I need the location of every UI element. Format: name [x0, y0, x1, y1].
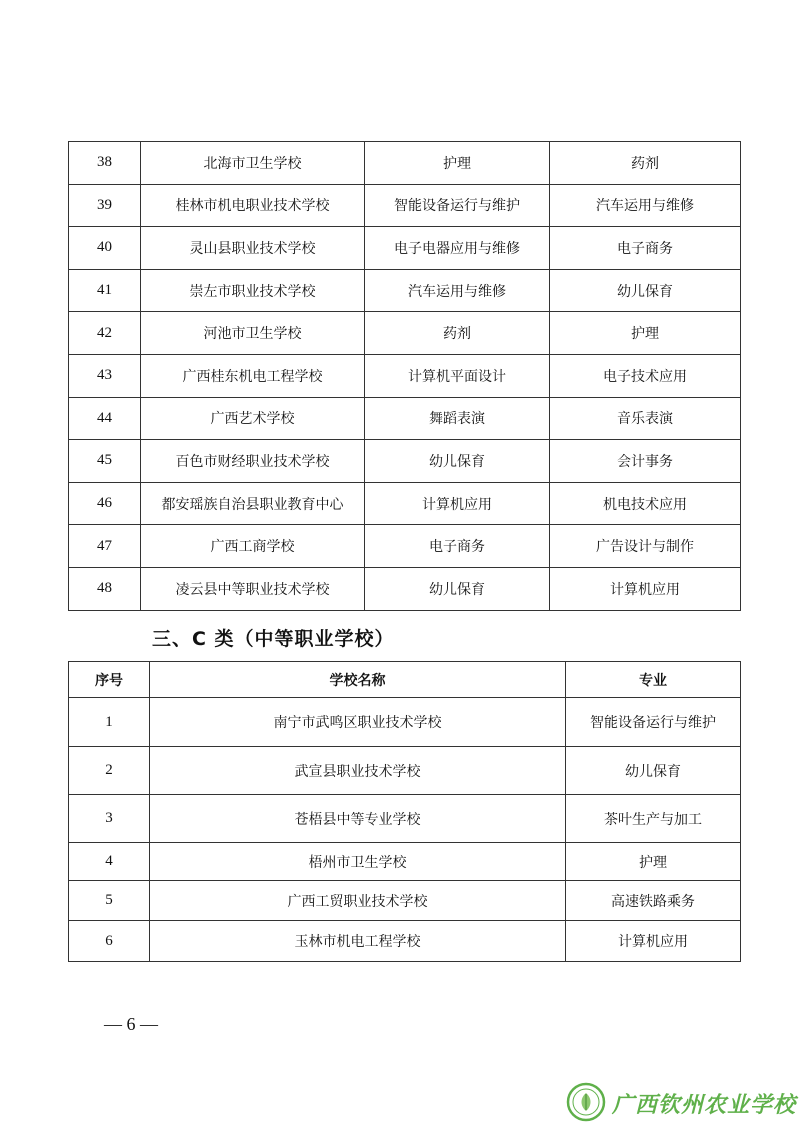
major-1: 护理 [365, 142, 550, 185]
row-number: 3 [69, 795, 150, 843]
header-number: 序号 [69, 662, 150, 698]
major-2: 药剂 [550, 142, 741, 185]
school-seal-icon [566, 1082, 606, 1122]
row-number: 45 [69, 440, 141, 483]
major-2: 广告设计与制作 [550, 525, 741, 568]
school-name: 广西工贸职业技术学校 [150, 881, 566, 921]
table-row [69, 881, 741, 921]
table-row [69, 440, 741, 483]
school-name: 南宁市武鸣区职业技术学校 [150, 698, 566, 747]
school-name: 崇左市职业技术学校 [141, 269, 365, 312]
major: 高速铁路乘务 [566, 881, 741, 921]
major-1: 电子电器应用与维修 [365, 227, 550, 270]
header-school-name: 学校名称 [150, 662, 566, 698]
school-name: 广西工商学校 [141, 525, 365, 568]
row-number: 38 [69, 142, 141, 185]
school-name: 灵山县职业技术学校 [141, 227, 365, 270]
school-name: 百色市财经职业技术学校 [141, 440, 365, 483]
row-number: 47 [69, 525, 141, 568]
table-row [69, 482, 741, 525]
major-1: 电子商务 [365, 525, 550, 568]
table-row [69, 698, 741, 747]
major-2: 幼儿保育 [550, 269, 741, 312]
school-name: 凌云县中等职业技术学校 [141, 567, 365, 610]
school-name: 苍梧县中等专业学校 [150, 795, 566, 843]
major-1: 汽车运用与维修 [365, 269, 550, 312]
major-1: 舞蹈表演 [365, 397, 550, 440]
table-row [69, 227, 741, 270]
row-number: 2 [69, 747, 150, 795]
school-name: 桂林市机电职业技术学校 [141, 184, 365, 227]
row-number: 40 [69, 227, 141, 270]
row-number: 1 [69, 698, 150, 747]
watermark-text: 广西钦州农业学校 [612, 1093, 797, 1118]
major: 幼儿保育 [566, 747, 741, 795]
row-number: 43 [69, 354, 141, 397]
table-row [69, 354, 741, 397]
row-number: 5 [69, 881, 150, 921]
row-number: 46 [69, 482, 141, 525]
major-1: 幼儿保育 [365, 440, 550, 483]
major: 计算机应用 [566, 921, 741, 962]
school-name: 广西艺术学校 [141, 397, 365, 440]
page-number: — 6 — [104, 1014, 158, 1034]
section-c-title: 三、C 类（中等职业学校） [152, 628, 395, 650]
table-c-schools [68, 661, 741, 962]
school-name: 武宣县职业技术学校 [150, 747, 566, 795]
table-row [69, 525, 741, 568]
table-row [69, 843, 741, 881]
major-1: 计算机平面设计 [365, 354, 550, 397]
row-number: 42 [69, 312, 141, 355]
table-row [69, 184, 741, 227]
table-b-schools [68, 141, 741, 611]
table-row [69, 795, 741, 843]
table-row [69, 312, 741, 355]
school-watermark [566, 1082, 797, 1126]
major-2: 音乐表演 [550, 397, 741, 440]
school-name: 梧州市卫生学校 [150, 843, 566, 881]
major-1: 药剂 [365, 312, 550, 355]
table-header-row [69, 662, 741, 698]
major-2: 会计事务 [550, 440, 741, 483]
table-row [69, 921, 741, 962]
table-row [69, 142, 741, 185]
major-1: 计算机应用 [365, 482, 550, 525]
row-number: 41 [69, 269, 141, 312]
table-row [69, 567, 741, 610]
table-row [69, 269, 741, 312]
major: 护理 [566, 843, 741, 881]
header-major: 专业 [566, 662, 741, 698]
major-2: 机电技术应用 [550, 482, 741, 525]
school-name: 河池市卫生学校 [141, 312, 365, 355]
row-number: 6 [69, 921, 150, 962]
row-number: 44 [69, 397, 141, 440]
school-name: 北海市卫生学校 [141, 142, 365, 185]
major-2: 电子商务 [550, 227, 741, 270]
major-1: 智能设备运行与维护 [365, 184, 550, 227]
table-b-body [69, 142, 741, 611]
major: 茶叶生产与加工 [566, 795, 741, 843]
major-2: 护理 [550, 312, 741, 355]
major-2: 汽车运用与维修 [550, 184, 741, 227]
school-name: 都安瑶族自治县职业教育中心 [141, 482, 365, 525]
major-2: 计算机应用 [550, 567, 741, 610]
major: 智能设备运行与维护 [566, 698, 741, 747]
major-2: 电子技术应用 [550, 354, 741, 397]
table-row [69, 747, 741, 795]
row-number: 4 [69, 843, 150, 881]
table-row [69, 397, 741, 440]
school-name: 广西桂东机电工程学校 [141, 354, 365, 397]
row-number: 48 [69, 567, 141, 610]
school-name: 玉林市机电工程学校 [150, 921, 566, 962]
row-number: 39 [69, 184, 141, 227]
major-1: 幼儿保育 [365, 567, 550, 610]
